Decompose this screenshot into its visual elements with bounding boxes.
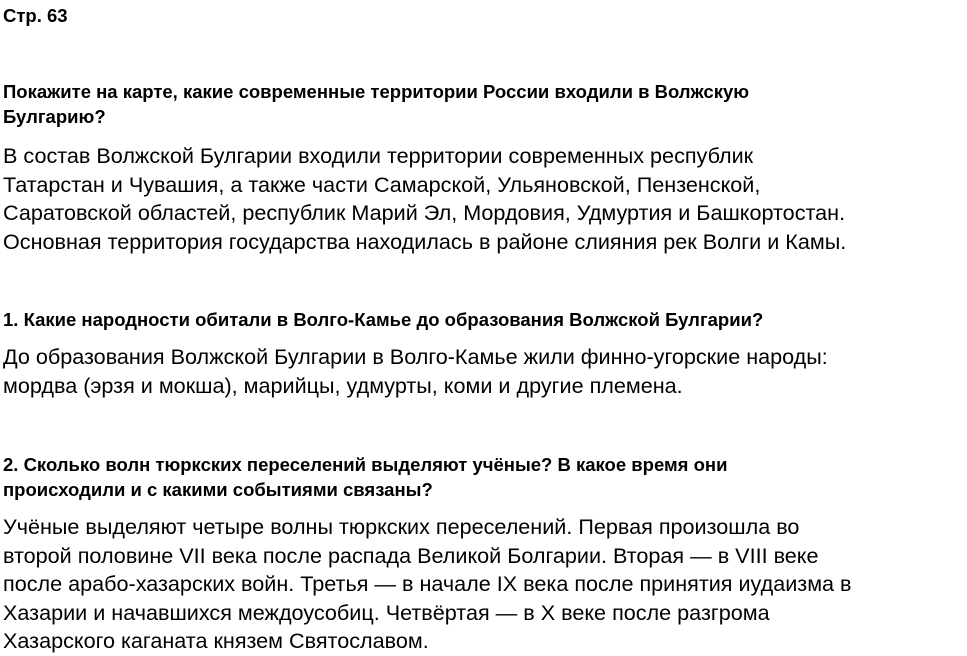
answer-paragraph <box>3 513 965 656</box>
answer-line: В состав Волжской Булгарии входили территории современных республик <box>3 143 754 168</box>
question-line: Булгарию? <box>3 106 106 127</box>
question-line: 2. Сколько волн тюркских переселений выделяют учёные? В какое время они <box>3 454 728 475</box>
answer-line: Татарстан и Чувашия, а также части Самарской, Ульяновской, Пензенской, <box>3 171 761 197</box>
answer-line: Хазарии и начавшихся междоусобиц. Четвёртая — в X веке после разгрома <box>3 599 770 625</box>
answer-line: Саратовской областей, республик Марий Эл, Мордовия, Удмуртия и Башкортостан. <box>3 200 846 225</box>
answer-line: мордва (эрзя и мокша), марийцы, удмурты, коми и другие племена. <box>3 372 683 398</box>
question-line: 1. Какие народности обитали в Волго-Камье до образования Волжской Булгарии? <box>3 309 764 330</box>
answer-line: второй половине VII века после распада Великой Болгарии. Вторая — в VIII веке <box>3 542 819 568</box>
answer-paragraph <box>3 142 965 256</box>
answer-line: после арабо-хазарских войн. Третья — в начале IX века после принятия иудаизма в <box>3 571 852 596</box>
question-heading <box>3 79 965 129</box>
question-heading <box>3 307 965 332</box>
question-line: Покажите на карте, какие современные территории России входили в Волжскую <box>3 81 750 102</box>
answer-line: До образования Волжской Булгарии в Волго-Камье жили финно-угорские народы: <box>3 344 828 369</box>
page-number-label: Стр. 63 <box>3 5 68 26</box>
answer-line: Основная территория государства находилась в районе слияния рек Волги и Камы. <box>3 228 847 254</box>
answer-line: Учёные выделяют четыре волны тюркских переселений. Первая произошла во <box>3 514 800 539</box>
answer-paragraph <box>3 343 965 400</box>
question-line: происходили и с какими событиями связаны? <box>3 479 433 500</box>
question-heading <box>3 452 965 502</box>
answer-line: Хазарского каганата князем Святославом. <box>3 628 429 653</box>
